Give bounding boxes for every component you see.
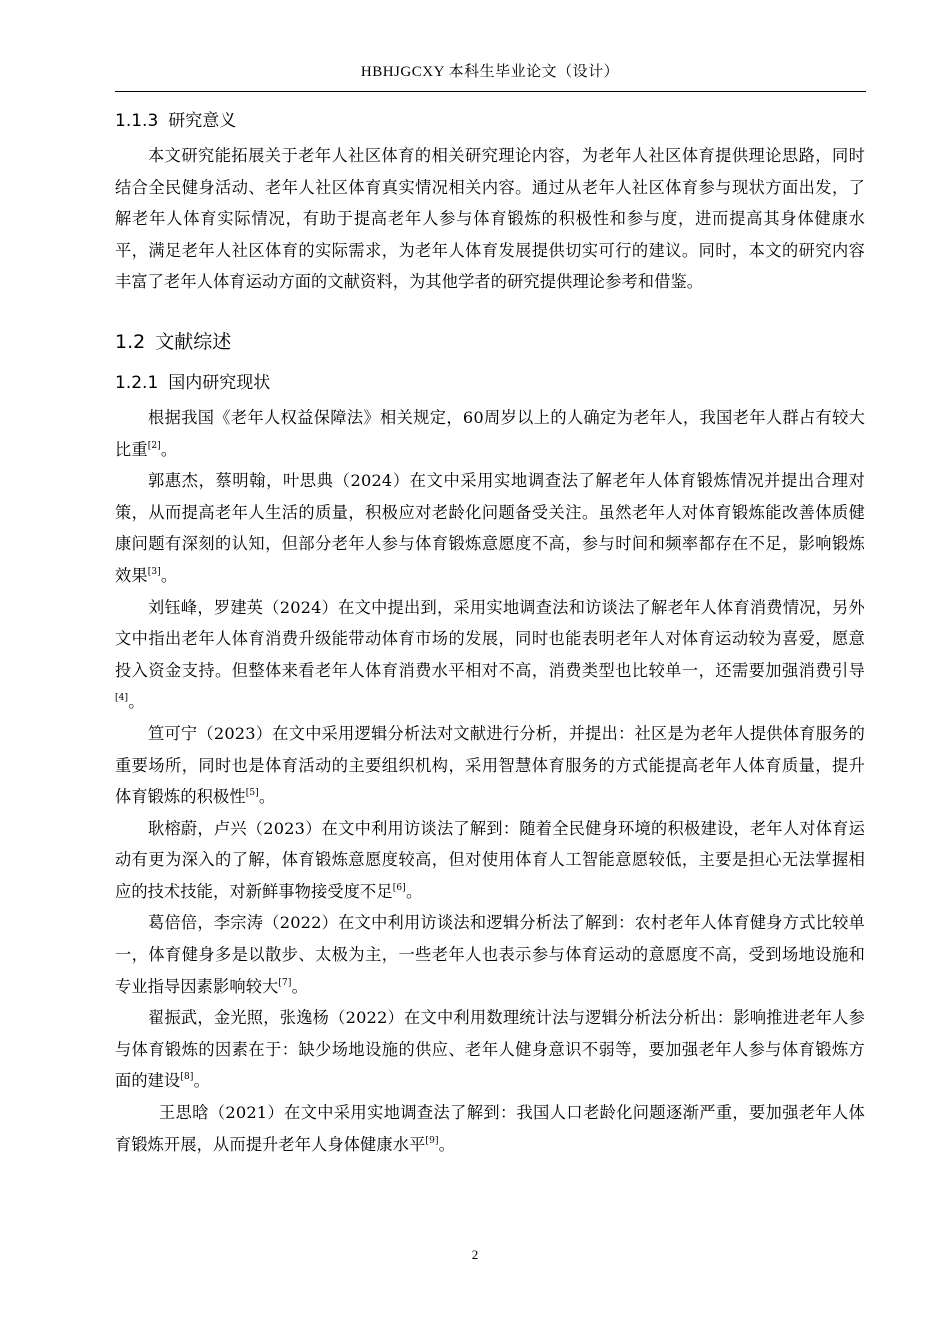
paragraph-text: 郭惠杰，蔡明翰，叶思典（2024）在文中采用实地调查法了解老年人体育锻炼情况并提出合理对策，从而提高老年人生活的质量，积极应对老龄化问题备受关注。虽然老年人对体育锻炼能改善体质健康问题有深刻的认知，但部分老年人参与体育锻炼意愿度不高，参与时间和频率都存在不足，影响锻炼效果 (115, 471, 865, 585)
section-heading-1-1-3 (115, 110, 865, 132)
citation: [4] (115, 693, 129, 704)
page-number: 2 (471, 1247, 479, 1262)
header-rule (115, 91, 866, 92)
paragraph (115, 592, 865, 718)
paragraph (115, 907, 865, 1002)
citation: [6] (392, 882, 406, 893)
paragraph-end: 。 (193, 1071, 210, 1091)
citation: [8] (180, 1072, 194, 1083)
citation: [5] (245, 788, 259, 799)
section-title: 研究意义 (168, 111, 237, 131)
section-number: 1.1.3 (115, 111, 159, 131)
page-header: HBHJGCXY 本科生毕业论文（设计） (360, 64, 620, 80)
paragraph-end: 。 (438, 1134, 455, 1154)
literature-review-paragraphs (115, 402, 865, 1160)
paragraph-end: 。 (160, 439, 178, 459)
citation: [9] (425, 1135, 439, 1146)
paragraph (115, 402, 865, 465)
paragraph-end: 。 (258, 787, 276, 807)
paragraph-end: 。 (405, 881, 423, 901)
paragraph-end: 。 (291, 976, 308, 996)
paragraph-text: 王思晗（2021）在文中采用实地调查法了解到：我国人口老龄化问题逐渐严重，要加强老年人体育锻炼开展，从而提升老年人身体健康水平 (115, 1103, 865, 1154)
citation: [2] (147, 440, 161, 451)
citation: [3] (147, 566, 161, 577)
section-heading-1-2-1 (115, 372, 865, 394)
section-heading-1-2 (115, 330, 865, 354)
citation: [7] (278, 977, 292, 988)
paragraph-text: 葛倍倍，李宗涛（2022）在文中利用访谈法和逻辑分析法了解到：农村老年人体育健身方式比较单一，体育健身多是以散步、太极为主，一些老年人也表示参与体育运动的意愿度不高，受到场地设施和专业指导因素影响较大 (115, 913, 865, 996)
paragraph-text: 刘钰峰，罗建英（2024）在文中提出到，采用实地调查法和访谈法了解老年人体育消费情况，另外文中指出老年人体育消费升级能带动体育市场的发展，同时也能表明老年人对体育运动较为喜爱，愿意投入资金支持。但整体来看老年人体育消费水平相对不高，消费类型也比较单一，还需要加强消费引导 (115, 597, 865, 680)
paragraph-end: 。 (128, 692, 145, 712)
paragraph (115, 1002, 865, 1097)
paragraph (115, 465, 865, 591)
section-number: 1.2 (115, 330, 146, 353)
paragraph-research-significance: 本文研究能拓展关于老年人社区体育的相关研究理论内容，为老年人社区体育提供理论思路，同时结合全民健身活动、老年人社区体育真实情况相关内容。通过从老年人社区体育参与现状方面出发，了解老年人体育实际情况，有助于提高老年人参与体育锻炼的积极性和参与度，进而提高其身体健康水平，满足老年人社区体育的实际需求，为老年人体育发展提供切实可行的建议。同时，本文的研究内容丰富了老年人体育运动方面的文献资料，为其他学者的研究提供理论参考和借鉴。 (115, 146, 865, 292)
section-title: 文献综述 (155, 330, 232, 353)
paragraph (115, 813, 865, 908)
document-body (115, 110, 865, 1160)
paragraph-text: 根据我国《老年人权益保障法》相关规定，60周岁以上的人确定为老年人，我国老年人群占有较大比重 (115, 407, 865, 459)
section-title: 国内研究现状 (168, 372, 271, 393)
paragraph (115, 1097, 865, 1160)
paragraph-text: 翟振武，金光照，张逸杨（2022）在文中利用数理统计法与逻辑分析法分析出：影响推进老年人参与体育锻炼的因素在于：缺少场地设施的供应、老年人健身意识不弱等，要加强老年人参与体育锻炼方面的建设 (115, 1008, 865, 1091)
section-number: 1.2.1 (115, 372, 159, 393)
paragraph-end: 。 (160, 565, 178, 585)
paragraph-text: 耿榕蔚，卢兴（2023）在文中利用访谈法了解到：随着全民健身环境的积极建设，老年人对体育运动有更为深入的了解，体育锻炼意愿度较高，但对使用体育人工智能意愿较低，主要是担心无法掌握相应的技术技能，对新鲜事物接受度不足 (115, 818, 865, 901)
paragraph (115, 718, 865, 813)
paragraph-text: 笪可宁（2023）在文中采用逻辑分析法对文献进行分析，并提出：社区是为老年人提供体育服务的重要场所，同时也是体育活动的主要组织机构，采用智慧体育服务的方式能提高老年人体育质量，提升体育锻炼的积极性 (115, 723, 865, 807)
